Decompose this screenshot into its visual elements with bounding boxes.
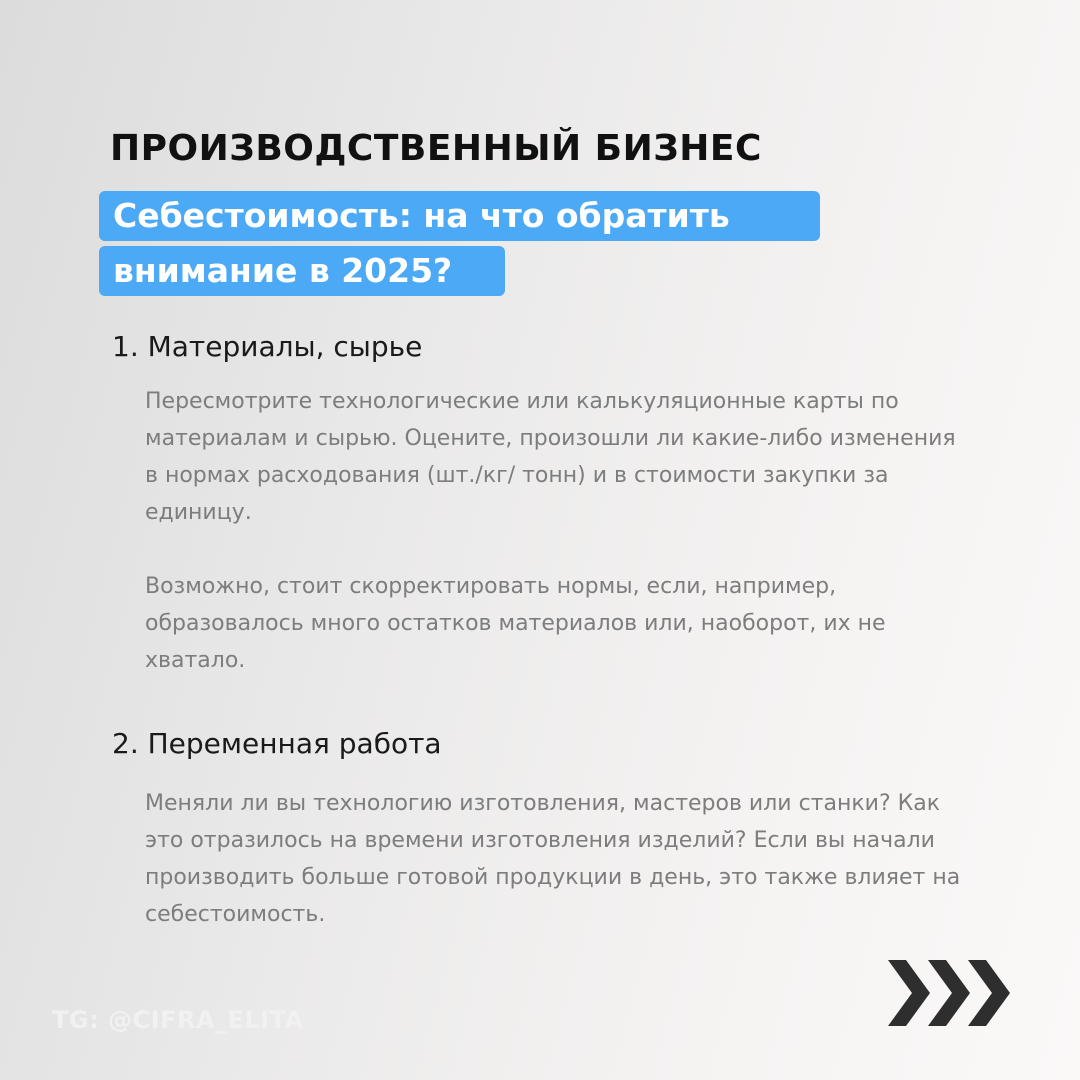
section-variable-work-paragraph-1: Меняли ли вы технологию изготовления, мастеров или станки? Как это отразилось на времени изготовления изделий? Если вы начали производить больше готовой продукции в день, это также влияет на себестоимость. <box>145 791 961 927</box>
section-materials-paragraph-2: Возможно, стоит скорректировать нормы, если, например, образовалось много остатков материалов или, наоборот, их не хватало. <box>145 574 886 673</box>
section-materials-paragraph-1: Пересмотрите технологические или калькуляционные карты по материалам и сырью. Оцените, произошли ли какие-либо изменения в нормах расходования (шт./кг/ тонн) и в стоимости закупки за единицу. <box>145 389 956 525</box>
telegram-handle: TG: @CIFRA_ELITA <box>52 1006 304 1034</box>
subtitle-highlight-line-2: внимание в 2025? <box>99 246 505 296</box>
page-title: ПРОИЗВОДСТВЕННЫЙ БИЗНЕС <box>110 128 762 169</box>
section-title-materials: 1. Материалы, сырье <box>112 330 423 363</box>
section-title-variable-work: 2. Переменная работа <box>112 727 442 760</box>
subtitle-highlight-line-1: Себестоимость: на что обратить <box>99 191 820 241</box>
triple-chevron-right-icon[interactable] <box>888 960 1012 1026</box>
